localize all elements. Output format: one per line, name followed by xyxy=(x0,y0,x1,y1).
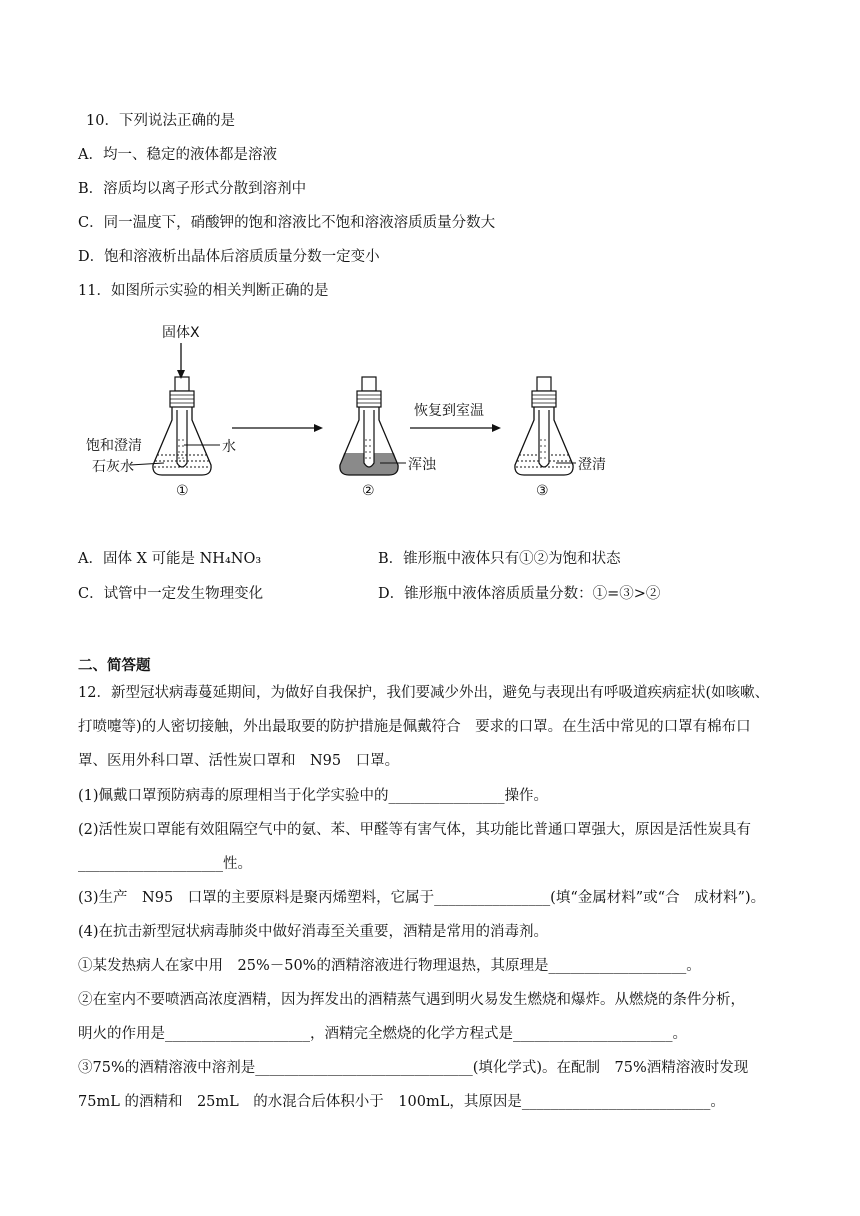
arrow-2-head xyxy=(492,424,501,432)
q11-stem: 11．如图所示实验的相关判断正确的是 xyxy=(78,283,329,299)
label-saturated: 饱和澄清 xyxy=(86,438,142,454)
q10-option-d: D．饱和溶液析出晶体后溶质质量分数一定变小 xyxy=(78,249,380,265)
label-water: 水 xyxy=(222,439,236,455)
q12-line: ②在室内不要喷洒高浓度酒精，因为挥发出的酒精蒸气遇到明火易发生燃烧和爆炸。从燃烧的条件分析， xyxy=(78,992,745,1008)
drop-arrow-head xyxy=(177,370,185,379)
q10-option-c: C．同一温度下，硝酸钾的饱和溶液比不饱和溶液溶质质量分数大 xyxy=(78,215,496,231)
q10-option-a: A．均一、稳定的液体都是溶液 xyxy=(78,147,277,163)
q11-option-c: C．试管中一定发生物理变化 xyxy=(78,586,264,602)
q10-stem: 10．下列说法正确的是 xyxy=(86,113,235,129)
q12-line: ____________________性。 xyxy=(78,856,252,872)
q10-option-b: B．溶质均以离子形式分散到溶剂中 xyxy=(78,181,307,197)
experiment-diagram xyxy=(80,315,640,505)
flask-3 xyxy=(515,377,573,475)
arrow-1-head xyxy=(314,424,323,432)
label-limewater: 石灰水 xyxy=(92,459,134,475)
q11-option-b: B．锥形瓶中液体只有①②为饱和状态 xyxy=(378,551,621,567)
q12-line: 明火的作用是____________________，酒精完全燃烧的化学方程式是______________________。 xyxy=(78,1026,687,1042)
q12-line: 罩、医用外科口罩、活性炭口罩和 N95 口罩。 xyxy=(78,753,400,769)
q12-line: ③75%的酒精溶液中溶剂是______________________________(填化学式)。在配制 75%酒精溶液时发现 xyxy=(78,1060,749,1076)
label-solid-x: 固体X xyxy=(162,325,200,341)
q12-line: 打喷嚏等)的人密切接触，外出最取要的防护措施是佩戴符合 要求的口罩。在生活中常见的口罩有棉布口 xyxy=(78,719,751,735)
q12-line: (1)佩戴口罩预防病毒的原理相当于化学实验中的________________操作。 xyxy=(78,788,549,804)
label-num-3: ③ xyxy=(536,483,549,499)
label-num-2: ② xyxy=(362,483,375,499)
flask-1 xyxy=(153,377,211,475)
label-turbid: 浑浊 xyxy=(408,457,436,473)
label-clear: 澄清 xyxy=(578,457,606,473)
label-num-1: ① xyxy=(176,483,189,499)
q12-line: ①某发热病人在家中用 25%－50%的酒精溶液进行物理退热，其原理是___________________。 xyxy=(78,958,701,974)
q11-option-a: A．固体 X 可能是 NH₄NO₃ xyxy=(78,551,262,567)
label-restore: 恢复到室温 xyxy=(414,403,484,419)
q11-option-d: D．锥形瓶中液体溶质质量分数：①=③>② xyxy=(378,586,661,602)
q12-line: 75mL 的酒精和 25mL 的水混合后体积小于 100mL，其原因是__________________________。 xyxy=(78,1094,725,1110)
q12-line: (3)生产 N95 口罩的主要原料是聚丙烯塑料，它属于________________(填“金属材料”或“合 成材料”)。 xyxy=(78,890,766,906)
section-title: 二、简答题 xyxy=(78,657,151,674)
q12-line: 12．新型冠状病毒蔓延期间，为做好自我保护，我们要减少外出，避免与表现出有呼吸道疾病症状(如咳嗽、 xyxy=(78,685,770,701)
q12-line: (4)在抗击新型冠状病毒肺炎中做好消毒至关重要，酒精是常用的消毒剂。 xyxy=(78,924,549,940)
flask-2 xyxy=(340,377,398,475)
q12-line: (2)活性炭口罩能有效阻隔空气中的氨、苯、甲醛等有害气体，其功能比普通口罩强大，原因是活性炭具有 xyxy=(78,822,752,838)
